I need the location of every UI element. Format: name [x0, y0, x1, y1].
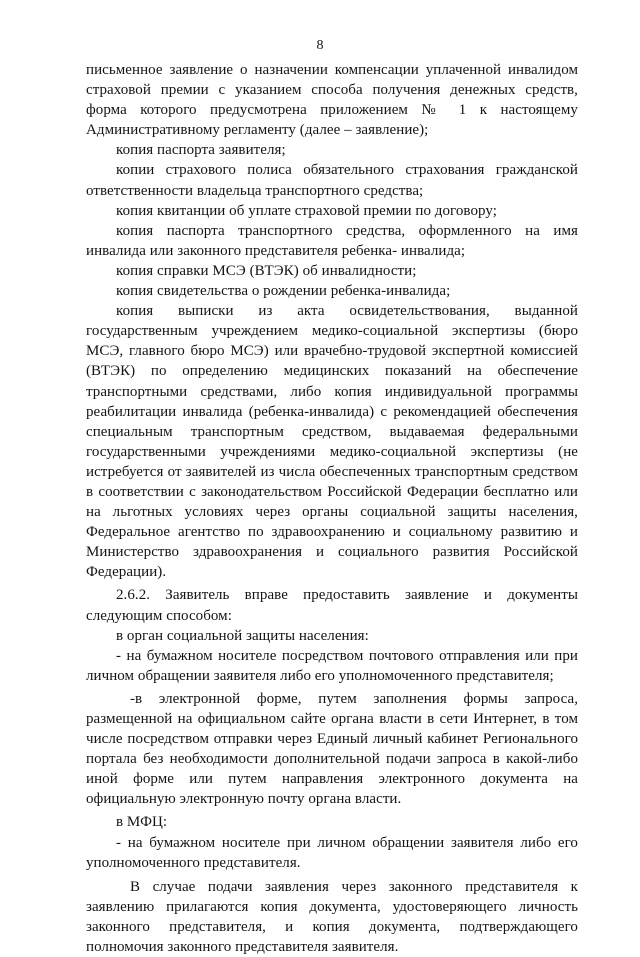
paragraph-mfc: в МФЦ: — [116, 814, 168, 831]
paragraph-application: письменное заявление о назначении компенсации уплаченной инвалидом страховой премии с указанием способа получения денежных средств, форма которого предусмотрена приложением № 1 к настоящему Административному регламенту (далее – заявление); — [86, 62, 578, 139]
paragraph-insurance-policy: копии страхового полиса обязательного страхования гражданской ответственности владельца транспортного средства; — [86, 162, 578, 199]
paragraph-legal-representative: В случае подачи заявления через законного представителя к заявлению прилагаются копия документа, удостоверяющего личность законного представителя, и копия документа, подтверждающего полномочия законного представителя заявителя. — [86, 878, 578, 956]
paragraph-examination-extract: копия выписки из акта освидетельствования, выданной государственным учреждением медико-социальной экспертизы (бюро МСЭ, главного бюро МСЭ) или врачебно-трудовой экспертной комиссией (ВТЭК) по определению медицинских показаний на обеспечение транспортными средствами, либо копия индивидуальной программы реабилитации инвалида (ребенка-инвалида) с рекомендацией обеспечения специальным транспортным средством, выдаваемая федеральными государственными учреждениями медико-социальной экспертизы (не истребуется от заявителей из числа обеспеченных транспортным средством в соответствии с законодательством Российской Федерации бесплатно или на льготных условиях через органы социальной защиты населения, Федеральное агентство по здравоохранению и социальному развитию и Министерство здравоохранения и социального развития Российской Федерации). — [86, 303, 578, 581]
paragraph-payment-receipt: копия квитанции об уплате страховой премии по договору; — [116, 202, 497, 219]
paragraph-mfc-paper: - на бумажном носителе при личном обращении заявителя либо его уполномоченного представителя. — [86, 834, 578, 871]
paragraph-paper-submission: - на бумажном носителе посредством почтового отправления или при личном обращении заявителя либо его уполномоченного представителя; — [86, 647, 578, 684]
paragraph-section-2-6-2: 2.6.2. Заявитель вправе предоставить заявление и документы следующим способом: — [86, 587, 578, 624]
paragraph-disability-certificate: копия справки МСЭ (ВТЭК) об инвалидности; — [116, 262, 417, 279]
paragraph-birth-certificate: копия свидетельства о рождении ребенка-инвалида; — [116, 283, 451, 300]
paragraph-electronic-submission: -в электронной форме, путем заполнения формы запроса, размещенной на официальном сайте органа власти в сети Интернет, в том числе посредством отправки через Единый личный кабинет Регионального портала без необходимости дополнительной подачи запроса в какой-либо иной форме или путем направления электронного документа на официальную электронную почту органа власти. — [86, 690, 578, 808]
paragraph-vehicle-passport: копия паспорта транспортного средства, оформленного на имя инвалида или законного представителя ребенка- инвалида; — [86, 222, 578, 259]
paragraph-social-protection-body: в орган социальной защиты населения: — [116, 627, 369, 644]
paragraph-passport-copy: копия паспорта заявителя; — [116, 142, 286, 159]
document-body — [86, 60, 578, 957]
page-number: 8 — [316, 38, 324, 53]
